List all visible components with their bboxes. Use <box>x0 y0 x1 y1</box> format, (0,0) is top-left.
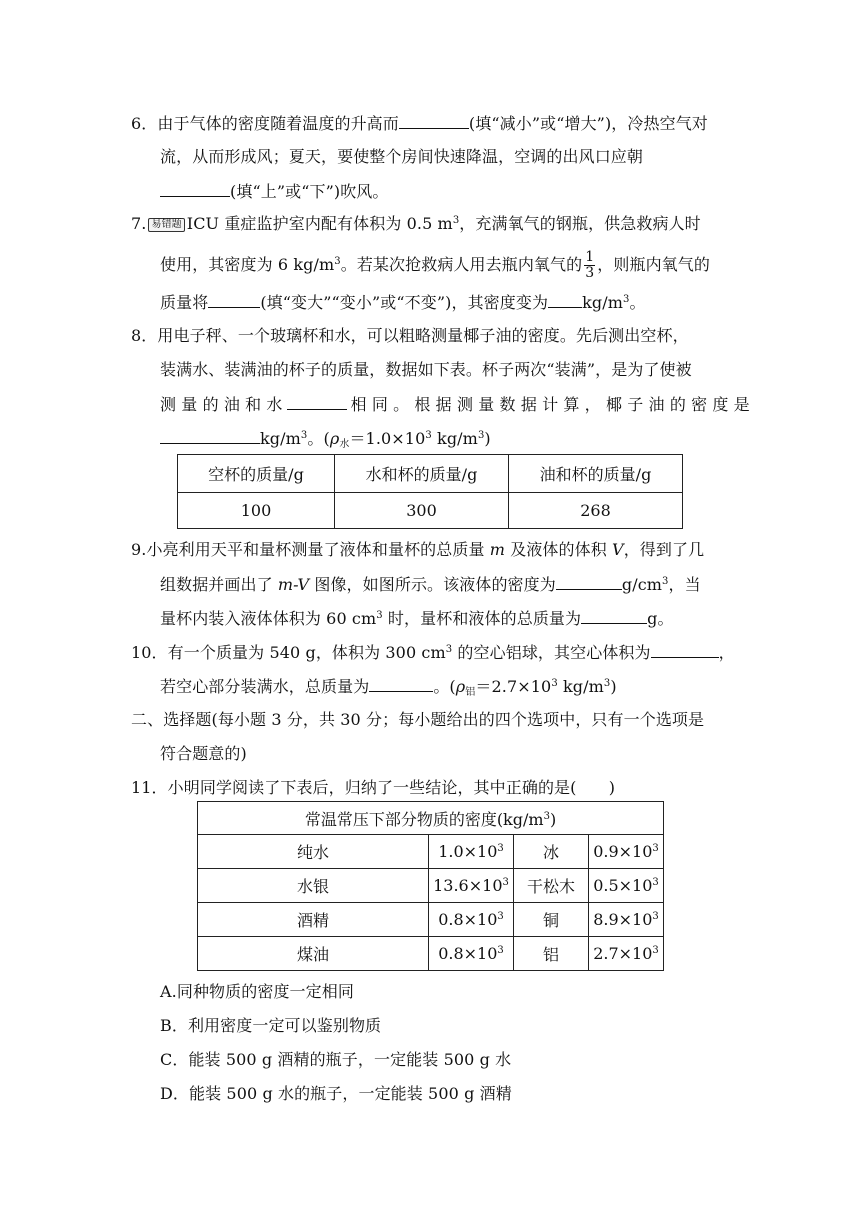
answer-blank[interactable] <box>160 181 230 197</box>
fraction-numerator: 1 <box>585 249 595 265</box>
exponent: 3 <box>551 678 558 689</box>
q10-text: 若空心部分装满水，总质量为 <box>160 677 370 696</box>
q10-text: ， <box>718 643 735 662</box>
q8-text: kg/m <box>260 429 301 448</box>
substance-cell: 铜 <box>514 903 589 937</box>
q6-line3 <box>160 181 389 203</box>
q7-line2 <box>160 250 710 280</box>
q10-line2 <box>160 676 617 698</box>
section-heading-text: 二、选择题(每小题 3 分，共 30 分；每小题给出的四个选项中，只有一个选项是 <box>131 710 705 729</box>
q7-text: kg/m <box>582 293 623 312</box>
substance-cell: 煤油 <box>198 937 429 971</box>
q8-text: 测 量 的 油 和 水 <box>160 395 283 414</box>
exponent: 3 <box>652 911 659 922</box>
substance-cell: 酒精 <box>198 903 429 937</box>
density-value: 0.9×10 <box>593 842 653 861</box>
exponent: 3 <box>334 256 341 267</box>
q11-text: 11．小明同学阅读了下表后，归纳了一些结论，其中正确的是( ) <box>131 778 616 797</box>
q9-text: 及液体的体积 <box>505 540 613 559</box>
rho-symbol: ρ <box>455 677 466 696</box>
density-value: 1.0×10 <box>438 842 498 861</box>
table-header-cell: 油和杯的质量/g <box>509 455 683 493</box>
q9-text: ，得到了几 <box>623 540 705 559</box>
substance-cell: 铝 <box>514 937 589 971</box>
q9-text: ，当 <box>668 575 701 594</box>
density-cell <box>429 869 514 903</box>
q7-text: (填“变大”“变小”或“不变”)，其密度变为 <box>260 293 549 312</box>
table-header-cell: 水和杯的质量/g <box>335 455 509 493</box>
m-v-label: m-V <box>277 575 310 594</box>
density-table-title <box>198 802 664 835</box>
substance-cell: 干松木 <box>514 869 589 903</box>
exponent: 3 <box>497 945 504 956</box>
exponent: 3 <box>603 678 611 689</box>
section-2-heading <box>131 710 704 732</box>
answer-blank[interactable] <box>581 608 647 624</box>
q8-text: 装满水、装满油的杯子的质量，数据如下表。杯子两次“装满”，是为了使被 <box>160 360 692 379</box>
q10-text: kg/m <box>557 677 604 696</box>
answer-blank[interactable] <box>287 394 347 410</box>
q6-text: (填“减小”或“增大”)，冷热空气对 <box>468 114 708 133</box>
exponent: 3 <box>502 877 509 888</box>
exponent: 3 <box>652 877 659 888</box>
q7-line1 <box>131 214 701 236</box>
q7-text: 质量将 <box>160 293 209 312</box>
answer-blank[interactable] <box>556 574 622 590</box>
fraction-denominator: 3 <box>585 265 595 281</box>
density-table <box>197 801 664 971</box>
variable-m: m <box>489 540 506 559</box>
density-cell <box>429 835 514 869</box>
q6-text: 6．由于气体的密度随着温度的升高而 <box>131 114 399 133</box>
density-cell <box>589 869 664 903</box>
rho-subscript: 铝 <box>465 687 476 698</box>
exponent: 3 <box>376 610 383 621</box>
q6-text: (填“上”或“下”)吹风。 <box>230 182 389 201</box>
density-cell <box>429 937 514 971</box>
table-cell: 300 <box>335 493 509 529</box>
exponent: 3 <box>652 945 659 956</box>
q8-mass-table <box>177 454 683 529</box>
answer-blank[interactable] <box>208 292 260 308</box>
q8-line3 <box>160 394 750 416</box>
option-a[interactable] <box>160 982 354 1004</box>
answer-blank[interactable] <box>548 292 582 308</box>
substance-cell: 水银 <box>198 869 429 903</box>
table-header-cell: 空杯的质量/g <box>178 455 335 493</box>
q7-text: ICU 重症监护室内配有体积为 0.5 m <box>186 214 453 233</box>
q10-line1 <box>131 642 735 664</box>
q6-text: 流，从而形成风；夏天，要使整个房间快速降温，空调的出风口应朝 <box>160 147 644 166</box>
exponent: 3 <box>622 294 630 305</box>
q9-text: g。 <box>647 609 674 628</box>
error-prone-badge-icon: 易错题 <box>148 218 184 232</box>
density-value: 0.8×10 <box>438 910 498 929</box>
section-2-heading-line2 <box>160 744 247 766</box>
q11-stem <box>131 778 615 800</box>
q7-text: ，充满氧气的钢瓶，供急救病人时 <box>459 214 701 233</box>
q8-line4 <box>160 428 491 450</box>
exponent: 3 <box>300 430 308 441</box>
q7-text: ，则瓶内氧气的 <box>597 255 710 274</box>
q10-text: 的空心铝球，其空心体积为 <box>452 643 651 662</box>
table-title-text: 常温常压下部分物质的密度(kg/m <box>304 809 544 829</box>
exponent: 3 <box>452 215 460 226</box>
density-value: 8.9×10 <box>593 910 653 929</box>
q9-text: 图像，如图所示。该液体的密度为 <box>309 575 556 594</box>
exponent: 3 <box>425 430 432 441</box>
q9-text: 量杯内装入液体体积为 60 cm <box>160 609 377 628</box>
q10-text: 10．有一个质量为 540 g，体积为 300 cm <box>131 643 446 662</box>
q7-number: 7. <box>131 214 147 233</box>
exponent: 3 <box>543 810 550 822</box>
exponent: 3 <box>652 843 659 854</box>
fraction-one-third <box>584 250 595 281</box>
density-cell <box>589 903 664 937</box>
variable-v: V <box>612 540 624 559</box>
q9-line2 <box>160 574 701 596</box>
option-d-text: D．能装 500 g 水的瓶子，一定能装 500 g 酒精 <box>160 1084 512 1103</box>
q6-line2 <box>160 147 643 169</box>
q9-text: 9.小亮利用天平和量杯测量了液体和量杯的总质量 <box>131 540 490 559</box>
q9-text: g/cm <box>621 575 663 594</box>
q8-text: 相 同 。 根 据 测 量 数 据 计 算 ， 椰 子 油 的 密 度 是 <box>350 395 750 414</box>
q9-line1 <box>131 540 704 562</box>
answer-blank[interactable] <box>399 113 469 129</box>
option-c-text: C．能装 500 g 酒精的瓶子，一定能装 500 g 水 <box>160 1050 512 1069</box>
rho-symbol: ρ <box>329 429 340 448</box>
table-cell: 268 <box>509 493 683 529</box>
q7-line3 <box>160 292 646 314</box>
q7-text: 。 <box>629 293 646 312</box>
option-a-text: A.同种物质的密度一定相同 <box>160 982 354 1001</box>
q7-text: 使用，其密度为 6 kg/m <box>160 255 335 274</box>
q9-text: 时，量杯和液体的总质量为 <box>382 609 582 628</box>
answer-blank[interactable] <box>369 676 433 692</box>
option-c[interactable] <box>160 1050 511 1072</box>
exponent: 3 <box>662 576 669 587</box>
table-cell: 100 <box>178 493 335 529</box>
table-row <box>198 869 664 903</box>
density-value: 0.8×10 <box>438 944 498 963</box>
q10-text: 。( <box>433 677 456 696</box>
rho-subscript: 水 <box>339 439 350 450</box>
q8-text: 。( <box>307 429 330 448</box>
q8-text: 8．用电子秤、一个玻璃杯和水，可以粗略测量椰子油的密度。先后测出空杯， <box>131 326 689 345</box>
q9-line3 <box>160 608 674 630</box>
exponent: 3 <box>497 843 504 854</box>
table-row <box>198 903 664 937</box>
table-row <box>198 835 664 869</box>
exponent: 3 <box>477 430 485 441</box>
density-value: 13.6×10 <box>433 876 503 895</box>
density-value: 0.5×10 <box>593 876 653 895</box>
density-cell <box>589 835 664 869</box>
q10-text: ) <box>610 677 617 696</box>
q6-line1 <box>131 113 708 135</box>
exponent: 3 <box>445 644 453 655</box>
answer-blank[interactable] <box>651 642 719 658</box>
q7-text: 。若某次抢救病人用去瓶内氧气的 <box>340 255 583 274</box>
q10-text: ＝2.7×10 <box>475 677 552 696</box>
answer-blank[interactable] <box>160 428 260 444</box>
q8-line1 <box>131 326 689 348</box>
table-title-text: ) <box>549 809 557 829</box>
section-heading-text: 符合题意的) <box>160 744 247 763</box>
substance-cell: 纯水 <box>198 835 429 869</box>
q9-text: 组数据并画出了 <box>160 575 278 594</box>
exponent: 3 <box>497 911 504 922</box>
option-b[interactable] <box>160 1016 381 1038</box>
q8-line2 <box>160 360 692 382</box>
q8-text: ＝1.0×10 <box>349 429 426 448</box>
q8-text: ) <box>484 429 491 448</box>
option-b-text: B．利用密度一定可以鉴别物质 <box>160 1016 382 1035</box>
density-cell <box>589 937 664 971</box>
table-row <box>198 937 664 971</box>
substance-cell: 冰 <box>514 835 589 869</box>
option-d[interactable] <box>160 1084 512 1106</box>
density-value: 2.7×10 <box>593 944 653 963</box>
q8-text: kg/m <box>431 429 478 448</box>
density-cell <box>429 903 514 937</box>
